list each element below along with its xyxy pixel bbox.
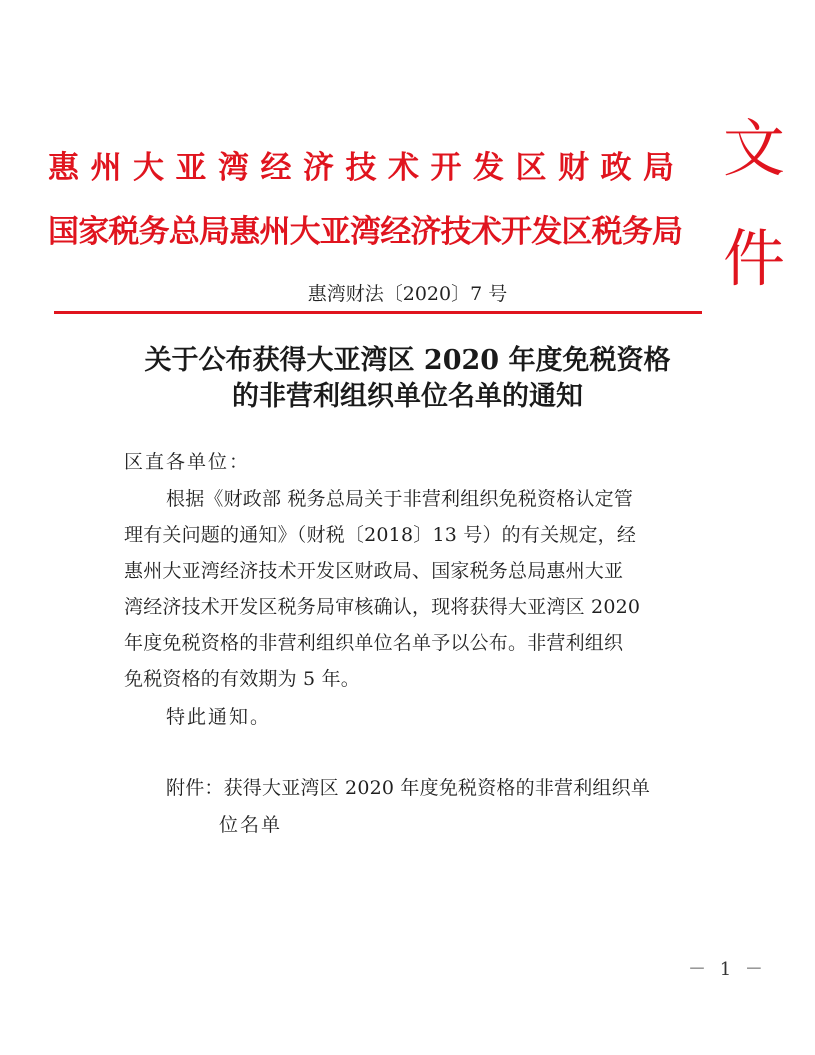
paragraph-line: 湾经济技术开发区税务局审核确认，现将获得大亚湾区 2020 <box>124 596 641 618</box>
document-number: 惠湾财法〔2020〕7 号 <box>307 283 508 305</box>
page-number: － 1 － <box>688 959 767 980</box>
attachment-line-2: 位名单 <box>219 814 283 836</box>
closing-remark: 特此通知。 <box>166 706 272 728</box>
paragraph-line: 年度免税资格的非营利组织单位名单予以公布。非营利组织 <box>124 632 624 654</box>
salutation: 区直各单位： <box>124 451 251 473</box>
paragraph-line: 根据《财政部 税务总局关于非营利组织免税资格认定管 <box>166 488 634 510</box>
attachment-line-1: 附件：获得大亚湾区 2020 年度免税资格的非营利组织单 <box>166 777 651 799</box>
issuer-name-finance-bureau: 惠州大亚湾经济技术开发区财政局 <box>48 150 686 186</box>
document-mark-jian: 件 <box>723 222 786 295</box>
document-title-line-1: 关于公布获得大亚湾区 2020 年度免税资格 <box>144 345 671 376</box>
paragraph-line: 理有关问题的通知》（财税〔2018〕13 号）的有关规定，经 <box>124 524 637 546</box>
document-mark-wen: 文 <box>723 112 786 185</box>
paragraph-line: 惠州大亚湾经济技术开发区财政局、国家税务总局惠州大亚 <box>124 560 624 582</box>
paragraph-line: 免税资格的有效期为 5 年。 <box>124 668 360 690</box>
document-title-line-2: 的非营利组织单位名单的通知 <box>232 381 583 412</box>
issuer-name-tax-bureau: 国家税务总局惠州大亚湾经济技术开发区税务局 <box>48 214 683 250</box>
red-divider-line <box>54 311 702 314</box>
